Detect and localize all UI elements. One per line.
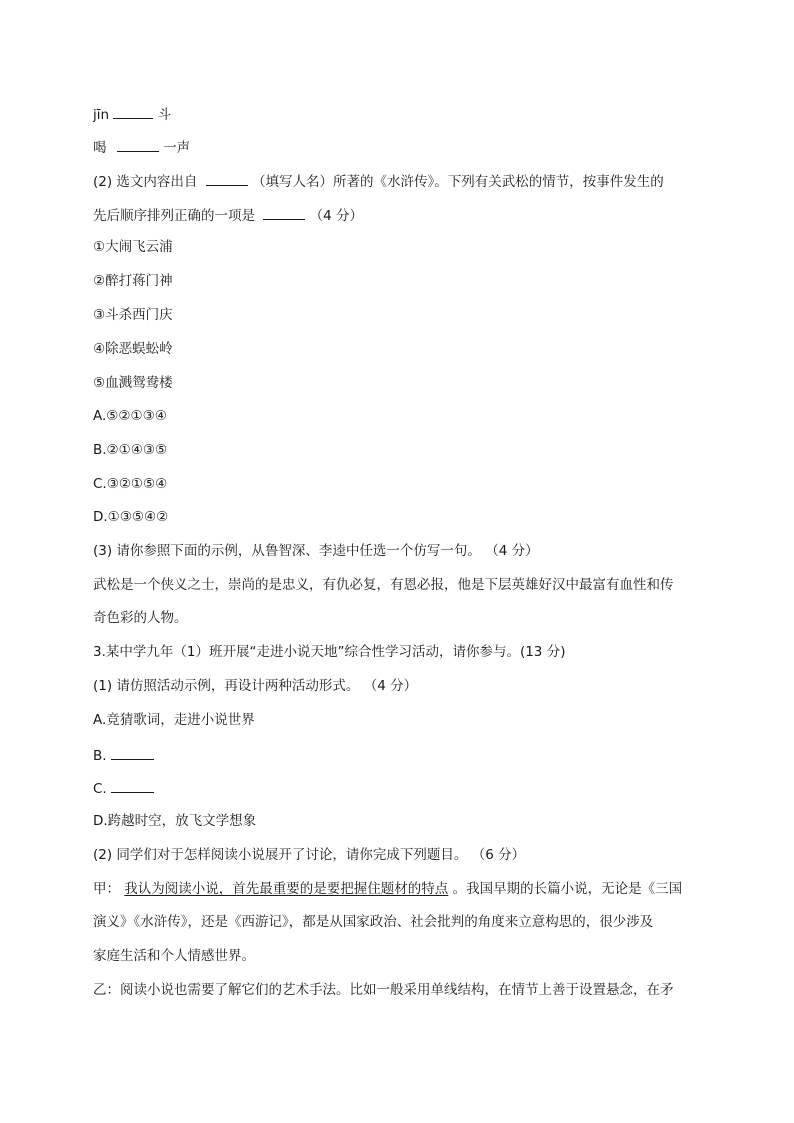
discussion-yi-line-1: 乙：阅读小说也需要了解它们的艺术手法。比如一般采用单线结构，在情节上善于设置悬念，在矛 [93, 982, 674, 998]
discussion-jia-line-2: 演义》《水浒传》，还是《西游记》，都是从国家政治、社会批判的角度来立意构思的，很少涉及 [93, 914, 654, 930]
activity-c-label: C. [93, 781, 107, 797]
activity-d: D.跨越时空，放飞文学想象 [93, 813, 257, 829]
activity-b-line [93, 745, 154, 765]
author-blank[interactable] [206, 171, 248, 186]
option-b[interactable]: B.②①④③⑤ [93, 442, 168, 458]
option-a[interactable]: A.⑤②①③④ [93, 408, 167, 424]
question-text: （填写人名）所著的《水浒传》。下列有关武松的情节，按事件发生的 [252, 174, 664, 190]
example-text-line-2: 奇色彩的人物。 [93, 610, 188, 626]
pinyin-text: jīn [93, 107, 110, 123]
section-3-heading: 3.某中学九年（1）班开展“走进小说天地”综合性学习活动，请你参与。(13 分) [93, 644, 566, 660]
sub-question-2-prompt: (2) 同学们对于怎样阅读小说展开了讨论，请你完成下列题目。 （6 分） [93, 847, 526, 863]
discussion-jia-line-1 [93, 880, 682, 898]
activity-c-line [93, 778, 154, 798]
discussion-text: 。我国早期的长篇小说，无论是《三国 [452, 881, 683, 897]
question-text: 先后顺序排列正确的一项是 [93, 208, 255, 224]
sub-question-1-prompt: (1) 请仿照活动示例，再设计两种活动形式。 （4 分） [93, 678, 418, 694]
plot-item-3: ③斗杀西门庆 [93, 307, 173, 323]
character-text: 一声 [163, 140, 191, 156]
underlined-sentence: 我认为阅读小说，首先最重要的是要把握住题材的特点 [124, 881, 449, 897]
question-2-line-2 [93, 205, 363, 225]
speaker-label: 甲： [93, 881, 120, 897]
plot-item-1: ①大闹飞云浦 [93, 239, 173, 255]
character-text: 喝 [93, 140, 107, 156]
order-blank[interactable] [263, 205, 305, 220]
example-text-line-1: 武松是一个侠义之士，崇尚的是忠义，有仇必复，有恩必报，他是下层英雄好汉中最富有血性和传 [93, 577, 674, 593]
character-fill-line [93, 137, 190, 157]
discussion-jia-line-3: 家庭生活和个人情感世界。 [93, 948, 255, 964]
activity-b-label: B. [93, 748, 107, 764]
activity-a: A.竞猜歌词，走进小说世界 [93, 712, 255, 728]
option-c[interactable]: C.③②①⑤④ [93, 476, 168, 492]
pinyin-fill-line [93, 104, 171, 124]
score-text: （4 分） [309, 208, 363, 224]
plot-item-4: ④除恶蜈蚣岭 [93, 341, 173, 357]
question-3-prompt: (3) 请你参照下面的示例，从鲁智深、李逵中任选一个仿写一句。 （4 分） [93, 543, 539, 559]
question-text: (2) 选文内容出自 [93, 174, 198, 190]
plot-item-5: ⑤血溅鸳鸯楼 [93, 375, 173, 391]
activity-b-blank[interactable] [111, 745, 154, 760]
answer-blank[interactable] [113, 104, 153, 119]
question-2-line-1 [93, 171, 664, 191]
answer-blank[interactable] [117, 137, 159, 152]
character-text: 斗 [157, 107, 172, 123]
activity-c-blank[interactable] [111, 778, 154, 793]
plot-item-2: ②醉打蒋门神 [93, 273, 173, 289]
option-d[interactable]: D.①③⑤④② [93, 509, 169, 525]
